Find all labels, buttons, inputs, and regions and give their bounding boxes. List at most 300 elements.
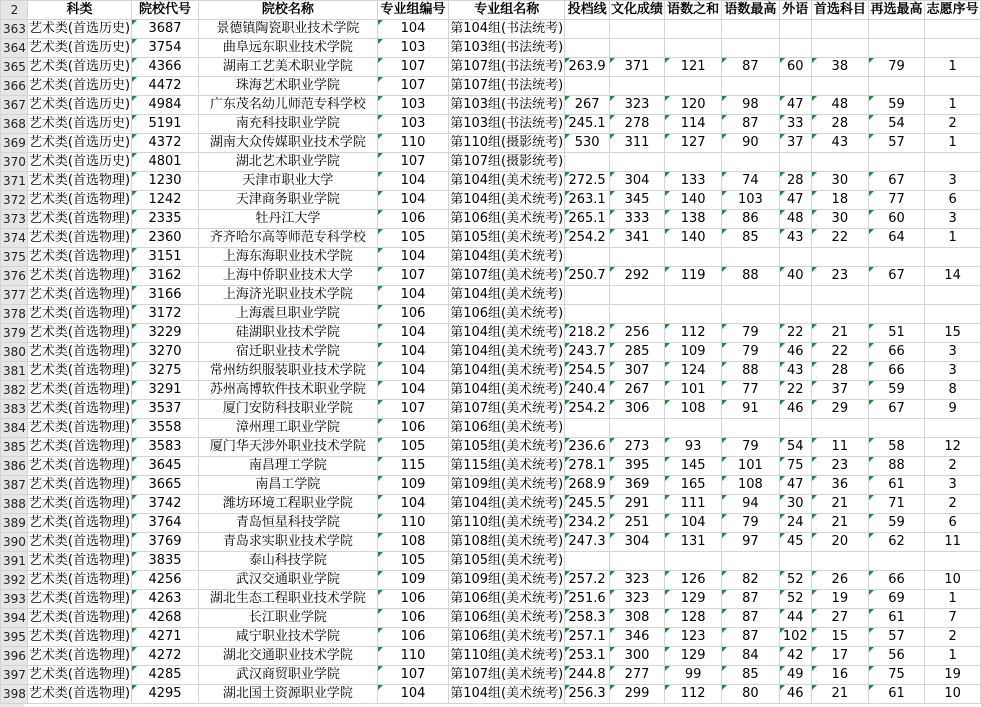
cell-culture-score[interactable]	[610, 77, 665, 96]
cell-school-name[interactable]: 牡丹江大学	[198, 210, 377, 229]
cell-school-name[interactable]: 湖北交通职业技术学院	[198, 647, 377, 666]
cell-school-code[interactable]: 3291	[132, 381, 199, 400]
cell-culture-score[interactable]: 346	[610, 628, 665, 647]
cell-group-number[interactable]: 105	[377, 552, 448, 571]
cell-foreign-language[interactable]: 44	[779, 609, 811, 628]
cell-admission-score[interactable]	[565, 20, 610, 39]
cell-chinese-math-max[interactable]: 84	[722, 647, 779, 666]
row-number[interactable]: 396	[1, 647, 28, 666]
row-number[interactable]: 371	[1, 172, 28, 191]
cell-first-subject[interactable]: 30	[811, 210, 868, 229]
cell-preference-rank[interactable]: 1	[925, 96, 981, 115]
cell-admission-score[interactable]	[565, 419, 610, 438]
cell-culture-score[interactable]: 285	[610, 343, 665, 362]
cell-foreign-language[interactable]: 47	[779, 476, 811, 495]
cell-group-name[interactable]: 第107组(书法统考)	[449, 77, 565, 96]
cell-chinese-math-max[interactable]: 94	[722, 495, 779, 514]
cell-group-name[interactable]: 第106组(美术统考)	[449, 609, 565, 628]
cell-foreign-language[interactable]: 75	[779, 457, 811, 476]
cell-first-subject[interactable]: 19	[811, 590, 868, 609]
cell-reselect-max[interactable]	[868, 419, 925, 438]
cell-chinese-math-sum[interactable]: 99	[665, 666, 722, 685]
cell-admission-score[interactable]: 245.1	[565, 115, 610, 134]
cell-chinese-math-sum[interactable]	[665, 419, 722, 438]
cell-school-code[interactable]: 4256	[132, 571, 199, 590]
cell-first-subject[interactable]	[811, 419, 868, 438]
cell-reselect-max[interactable]: 67	[868, 267, 925, 286]
cell-group-number[interactable]: 110	[377, 647, 448, 666]
cell-school-code[interactable]: 3769	[132, 533, 199, 552]
cell-preference-rank[interactable]: 10	[925, 685, 981, 704]
cell-reselect-max[interactable]: 66	[868, 343, 925, 362]
cell-first-subject[interactable]: 23	[811, 267, 868, 286]
cell-culture-score[interactable]	[610, 286, 665, 305]
row-number[interactable]: 378	[1, 305, 28, 324]
cell-school-code[interactable]: 3151	[132, 248, 199, 267]
cell-preference-rank[interactable]: 3	[925, 362, 981, 381]
cell-chinese-math-sum[interactable]: 93	[665, 438, 722, 457]
cell-school-name[interactable]: 珠海艺术职业学院	[198, 77, 377, 96]
cell-chinese-math-sum[interactable]: 121	[665, 58, 722, 77]
cell-school-name[interactable]: 咸宁职业技术学院	[198, 628, 377, 647]
cell-preference-rank[interactable]: 1	[925, 590, 981, 609]
cell-group-number[interactable]: 104	[377, 381, 448, 400]
cell-school-code[interactable]: 3742	[132, 495, 199, 514]
cell-culture-score[interactable]: 307	[610, 362, 665, 381]
cell-first-subject[interactable]: 21	[811, 324, 868, 343]
cell-reselect-max[interactable]	[868, 39, 925, 58]
cell-reselect-max[interactable]	[868, 248, 925, 267]
cell-reselect-max[interactable]	[868, 153, 925, 172]
cell-school-name[interactable]: 厦门安防科技职业学院	[198, 400, 377, 419]
cell-chinese-math-max[interactable]: 91	[722, 400, 779, 419]
cell-subject-category[interactable]: 艺术类(首选物理)	[27, 400, 131, 419]
cell-foreign-language[interactable]: 60	[779, 58, 811, 77]
cell-chinese-math-sum[interactable]: 145	[665, 457, 722, 476]
cell-subject-category[interactable]: 艺术类(首选历史)	[27, 20, 131, 39]
cell-group-name[interactable]: 第103组(书法统考)	[449, 115, 565, 134]
row-number[interactable]: 387	[1, 476, 28, 495]
cell-chinese-math-max[interactable]	[722, 153, 779, 172]
cell-preference-rank[interactable]: 6	[925, 514, 981, 533]
cell-foreign-language[interactable]: 45	[779, 533, 811, 552]
cell-school-code[interactable]: 3270	[132, 343, 199, 362]
cell-foreign-language[interactable]: 47	[779, 191, 811, 210]
cell-first-subject[interactable]	[811, 305, 868, 324]
cell-subject-category[interactable]: 艺术类(首选物理)	[27, 191, 131, 210]
cell-school-name[interactable]: 武汉商贸职业学院	[198, 666, 377, 685]
cell-group-number[interactable]: 106	[377, 419, 448, 438]
cell-group-number[interactable]: 104	[377, 324, 448, 343]
cell-admission-score[interactable]	[565, 552, 610, 571]
cell-group-number[interactable]: 103	[377, 115, 448, 134]
cell-school-code[interactable]: 4272	[132, 647, 199, 666]
cell-subject-category[interactable]: 艺术类(首选物理)	[27, 628, 131, 647]
cell-chinese-math-sum[interactable]: 111	[665, 495, 722, 514]
cell-chinese-math-sum[interactable]: 165	[665, 476, 722, 495]
cell-foreign-language[interactable]	[779, 39, 811, 58]
cell-preference-rank[interactable]: 3	[925, 210, 981, 229]
cell-preference-rank[interactable]	[925, 20, 981, 39]
row-number[interactable]: 383	[1, 400, 28, 419]
cell-school-code[interactable]: 3229	[132, 324, 199, 343]
row-number[interactable]: 385	[1, 438, 28, 457]
cell-reselect-max[interactable]	[868, 286, 925, 305]
cell-school-name[interactable]: 湖南大众传媒职业技术学院	[198, 134, 377, 153]
cell-chinese-math-max[interactable]: 86	[722, 210, 779, 229]
cell-school-name[interactable]: 武汉交通职业学院	[198, 571, 377, 590]
cell-chinese-math-max[interactable]: 97	[722, 533, 779, 552]
cell-school-code[interactable]: 4295	[132, 685, 199, 704]
cell-chinese-math-max[interactable]: 87	[722, 115, 779, 134]
cell-group-name[interactable]: 第106组(美术统考)	[449, 628, 565, 647]
cell-chinese-math-sum[interactable]: 112	[665, 324, 722, 343]
cell-first-subject[interactable]	[811, 153, 868, 172]
cell-school-code[interactable]: 4801	[132, 153, 199, 172]
cell-first-subject[interactable]: 43	[811, 134, 868, 153]
cell-preference-rank[interactable]	[925, 419, 981, 438]
cell-subject-category[interactable]: 艺术类(首选历史)	[27, 115, 131, 134]
cell-admission-score[interactable]: 256.3	[565, 685, 610, 704]
cell-foreign-language[interactable]	[779, 552, 811, 571]
cell-culture-score[interactable]: 323	[610, 96, 665, 115]
cell-foreign-language[interactable]: 102	[779, 628, 811, 647]
cell-subject-category[interactable]: 艺术类(首选物理)	[27, 609, 131, 628]
cell-group-name[interactable]: 第104组(美术统考)	[449, 191, 565, 210]
row-number[interactable]: 394	[1, 609, 28, 628]
cell-chinese-math-sum[interactable]	[665, 20, 722, 39]
cell-first-subject[interactable]	[811, 286, 868, 305]
cell-chinese-math-max[interactable]: 108	[722, 476, 779, 495]
cell-first-subject[interactable]: 21	[811, 685, 868, 704]
cell-reselect-max[interactable]: 61	[868, 476, 925, 495]
cell-reselect-max[interactable]: 66	[868, 571, 925, 590]
cell-preference-rank[interactable]: 9	[925, 400, 981, 419]
cell-foreign-language[interactable]: 49	[779, 666, 811, 685]
cell-first-subject[interactable]: 27	[811, 609, 868, 628]
cell-first-subject[interactable]: 18	[811, 191, 868, 210]
header-subject-category[interactable]: 科类	[27, 1, 131, 20]
cell-school-code[interactable]: 4271	[132, 628, 199, 647]
cell-chinese-math-max[interactable]: 87	[722, 609, 779, 628]
cell-first-subject[interactable]: 37	[811, 381, 868, 400]
cell-group-number[interactable]: 110	[377, 134, 448, 153]
cell-preference-rank[interactable]: 1	[925, 647, 981, 666]
cell-admission-score[interactable]: 263.9	[565, 58, 610, 77]
cell-admission-score[interactable]: 265.1	[565, 210, 610, 229]
cell-subject-category[interactable]: 艺术类(首选历史)	[27, 58, 131, 77]
cell-first-subject[interactable]: 11	[811, 438, 868, 457]
cell-group-name[interactable]: 第107组(美术统考)	[449, 400, 565, 419]
cell-reselect-max[interactable]: 58	[868, 438, 925, 457]
cell-first-subject[interactable]: 29	[811, 400, 868, 419]
cell-preference-rank[interactable]: 6	[925, 191, 981, 210]
cell-chinese-math-sum[interactable]: 128	[665, 609, 722, 628]
cell-chinese-math-max[interactable]: 77	[722, 381, 779, 400]
cell-first-subject[interactable]: 30	[811, 172, 868, 191]
cell-school-name[interactable]: 湖北艺术职业学院	[198, 153, 377, 172]
cell-reselect-max[interactable]: 71	[868, 495, 925, 514]
cell-first-subject[interactable]: 20	[811, 533, 868, 552]
cell-subject-category[interactable]: 艺术类(首选物理)	[27, 362, 131, 381]
cell-preference-rank[interactable]	[925, 153, 981, 172]
cell-chinese-math-max[interactable]	[722, 419, 779, 438]
cell-culture-score[interactable]: 304	[610, 533, 665, 552]
cell-group-number[interactable]: 107	[377, 267, 448, 286]
cell-culture-score[interactable]	[610, 153, 665, 172]
cell-reselect-max[interactable]	[868, 552, 925, 571]
cell-group-number[interactable]: 106	[377, 305, 448, 324]
cell-group-name[interactable]: 第104组(美术统考)	[449, 286, 565, 305]
cell-foreign-language[interactable]: 52	[779, 571, 811, 590]
cell-group-name[interactable]: 第103组(书法统考)	[449, 96, 565, 115]
cell-group-number[interactable]: 108	[377, 533, 448, 552]
cell-chinese-math-max[interactable]: 88	[722, 267, 779, 286]
row-number[interactable]: 367	[1, 96, 28, 115]
header-reselect-max[interactable]: 再选最高	[868, 1, 925, 20]
cell-chinese-math-sum[interactable]: 129	[665, 647, 722, 666]
cell-first-subject[interactable]: 26	[811, 571, 868, 590]
cell-chinese-math-sum[interactable]: 131	[665, 533, 722, 552]
row-number[interactable]: 375	[1, 248, 28, 267]
cell-subject-category[interactable]: 艺术类(首选物理)	[27, 685, 131, 704]
row-number[interactable]: 388	[1, 495, 28, 514]
cell-subject-category[interactable]: 艺术类(首选历史)	[27, 77, 131, 96]
cell-admission-score[interactable]: 254.5	[565, 362, 610, 381]
cell-group-number[interactable]: 104	[377, 685, 448, 704]
cell-group-number[interactable]: 109	[377, 571, 448, 590]
cell-first-subject[interactable]	[811, 20, 868, 39]
cell-school-code[interactable]: 1230	[132, 172, 199, 191]
row-number[interactable]: 382	[1, 381, 28, 400]
cell-chinese-math-max[interactable]	[722, 20, 779, 39]
cell-preference-rank[interactable]	[925, 305, 981, 324]
cell-reselect-max[interactable]: 62	[868, 533, 925, 552]
cell-culture-score[interactable]: 291	[610, 495, 665, 514]
cell-subject-category[interactable]: 艺术类(首选物理)	[27, 305, 131, 324]
cell-school-name[interactable]: 潍坊环境工程职业学院	[198, 495, 377, 514]
cell-first-subject[interactable]: 36	[811, 476, 868, 495]
cell-subject-category[interactable]: 艺术类(首选物理)	[27, 324, 131, 343]
cell-subject-category[interactable]: 艺术类(首选历史)	[27, 134, 131, 153]
cell-admission-score[interactable]: 234.2	[565, 514, 610, 533]
cell-chinese-math-max[interactable]: 98	[722, 96, 779, 115]
cell-school-code[interactable]: 3558	[132, 419, 199, 438]
header-first-subject[interactable]: 首选科目	[811, 1, 868, 20]
cell-chinese-math-sum[interactable]	[665, 153, 722, 172]
cell-group-number[interactable]: 105	[377, 438, 448, 457]
cell-foreign-language[interactable]	[779, 305, 811, 324]
cell-reselect-max[interactable]: 61	[868, 609, 925, 628]
cell-group-number[interactable]: 107	[377, 77, 448, 96]
cell-preference-rank[interactable]: 3	[925, 172, 981, 191]
cell-group-name[interactable]: 第108组(美术统考)	[449, 533, 565, 552]
cell-school-code[interactable]: 3275	[132, 362, 199, 381]
cell-chinese-math-max[interactable]: 87	[722, 58, 779, 77]
cell-school-code[interactable]: 4285	[132, 666, 199, 685]
cell-group-name[interactable]: 第106组(美术统考)	[449, 210, 565, 229]
cell-group-name[interactable]: 第104组(美术统考)	[449, 248, 565, 267]
cell-foreign-language[interactable]: 48	[779, 210, 811, 229]
cell-admission-score[interactable]: 268.9	[565, 476, 610, 495]
cell-admission-score[interactable]	[565, 305, 610, 324]
cell-foreign-language[interactable]	[779, 248, 811, 267]
cell-subject-category[interactable]: 艺术类(首选物理)	[27, 552, 131, 571]
cell-group-number[interactable]: 106	[377, 628, 448, 647]
cell-group-name[interactable]: 第106组(美术统考)	[449, 419, 565, 438]
cell-subject-category[interactable]: 艺术类(首选物理)	[27, 381, 131, 400]
cell-reselect-max[interactable]: 59	[868, 96, 925, 115]
cell-preference-rank[interactable]	[925, 77, 981, 96]
cell-culture-score[interactable]: 299	[610, 685, 665, 704]
cell-school-name[interactable]: 景德镇陶瓷职业技术学院	[198, 20, 377, 39]
cell-admission-score[interactable]	[565, 248, 610, 267]
cell-chinese-math-sum[interactable]: 109	[665, 343, 722, 362]
cell-group-name[interactable]: 第107组(摄影统考)	[449, 153, 565, 172]
cell-reselect-max[interactable]: 77	[868, 191, 925, 210]
cell-chinese-math-sum[interactable]	[665, 305, 722, 324]
cell-subject-category[interactable]: 艺术类(首选物理)	[27, 267, 131, 286]
cell-culture-score[interactable]: 306	[610, 400, 665, 419]
cell-preference-rank[interactable]: 2	[925, 628, 981, 647]
row-number[interactable]: 380	[1, 343, 28, 362]
cell-school-name[interactable]: 宿迁职业技术学院	[198, 343, 377, 362]
row-number[interactable]: 372	[1, 191, 28, 210]
header-preference-rank[interactable]: 志愿序号	[925, 1, 981, 20]
cell-group-number[interactable]: 107	[377, 153, 448, 172]
header-foreign-language[interactable]: 外语	[779, 1, 811, 20]
cell-group-name[interactable]: 第107组(书法统考)	[449, 58, 565, 77]
cell-group-number[interactable]: 110	[377, 514, 448, 533]
cell-culture-score[interactable]	[610, 248, 665, 267]
cell-subject-category[interactable]: 艺术类(首选物理)	[27, 514, 131, 533]
cell-admission-score[interactable]: 253.1	[565, 647, 610, 666]
cell-culture-score[interactable]	[610, 39, 665, 58]
cell-foreign-language[interactable]: 22	[779, 381, 811, 400]
cell-culture-score[interactable]: 333	[610, 210, 665, 229]
cell-admission-score[interactable]: 240.4	[565, 381, 610, 400]
cell-school-code[interactable]: 4472	[132, 77, 199, 96]
cell-first-subject[interactable]: 15	[811, 628, 868, 647]
cell-admission-score[interactable]: 244.8	[565, 666, 610, 685]
cell-chinese-math-max[interactable]: 79	[722, 438, 779, 457]
cell-culture-score[interactable]: 304	[610, 172, 665, 191]
cell-chinese-math-sum[interactable]	[665, 552, 722, 571]
cell-chinese-math-sum[interactable]: 138	[665, 210, 722, 229]
cell-group-number[interactable]: 104	[377, 172, 448, 191]
cell-culture-score[interactable]	[610, 305, 665, 324]
cell-reselect-max[interactable]: 75	[868, 666, 925, 685]
header-culture-score[interactable]: 文化成绩	[610, 1, 665, 20]
cell-subject-category[interactable]: 艺术类(首选物理)	[27, 419, 131, 438]
row-number[interactable]: 391	[1, 552, 28, 571]
cell-preference-rank[interactable]	[925, 248, 981, 267]
cell-school-code[interactable]: 2360	[132, 229, 199, 248]
cell-group-name[interactable]: 第104组(美术统考)	[449, 324, 565, 343]
cell-subject-category[interactable]: 艺术类(首选物理)	[27, 666, 131, 685]
cell-admission-score[interactable]: 218.2	[565, 324, 610, 343]
cell-first-subject[interactable]: 23	[811, 457, 868, 476]
row-number[interactable]: 393	[1, 590, 28, 609]
cell-group-number[interactable]: 104	[377, 362, 448, 381]
cell-school-name[interactable]: 天津市职业大学	[198, 172, 377, 191]
cell-school-code[interactable]: 3166	[132, 286, 199, 305]
cell-chinese-math-max[interactable]: 74	[722, 172, 779, 191]
cell-preference-rank[interactable]: 15	[925, 324, 981, 343]
cell-preference-rank[interactable]: 19	[925, 666, 981, 685]
cell-school-code[interactable]: 3665	[132, 476, 199, 495]
cell-admission-score[interactable]: 247.3	[565, 533, 610, 552]
cell-first-subject[interactable]: 21	[811, 514, 868, 533]
cell-first-subject[interactable]: 28	[811, 362, 868, 381]
cell-subject-category[interactable]: 艺术类(首选物理)	[27, 495, 131, 514]
cell-group-number[interactable]: 104	[377, 495, 448, 514]
cell-admission-score[interactable]: 243.7	[565, 343, 610, 362]
cell-first-subject[interactable]: 22	[811, 343, 868, 362]
cell-first-subject[interactable]	[811, 39, 868, 58]
cell-school-code[interactable]: 3583	[132, 438, 199, 457]
cell-group-name[interactable]: 第110组(摄影统考)	[449, 134, 565, 153]
cell-chinese-math-sum[interactable]	[665, 248, 722, 267]
cell-school-name[interactable]: 广东茂名幼儿师范专科学校	[198, 96, 377, 115]
cell-preference-rank[interactable]: 3	[925, 343, 981, 362]
cell-school-name[interactable]: 湖北国土资源职业学院	[198, 685, 377, 704]
cell-culture-score[interactable]: 267	[610, 381, 665, 400]
cell-culture-score[interactable]: 323	[610, 590, 665, 609]
cell-chinese-math-sum[interactable]: 124	[665, 362, 722, 381]
cell-chinese-math-sum[interactable]: 140	[665, 229, 722, 248]
cell-preference-rank[interactable]: 14	[925, 267, 981, 286]
cell-school-name[interactable]: 湖南工艺美术职业学院	[198, 58, 377, 77]
cell-school-name[interactable]: 南充科技职业学院	[198, 115, 377, 134]
cell-first-subject[interactable]: 38	[811, 58, 868, 77]
cell-group-number[interactable]: 104	[377, 286, 448, 305]
row-number[interactable]: 2	[1, 1, 28, 20]
cell-foreign-language[interactable]: 46	[779, 343, 811, 362]
cell-group-name[interactable]: 第105组(美术统考)	[449, 229, 565, 248]
cell-group-number[interactable]: 107	[377, 666, 448, 685]
cell-reselect-max[interactable]: 88	[868, 457, 925, 476]
cell-admission-score[interactable]: 251.6	[565, 590, 610, 609]
cell-reselect-max[interactable]: 67	[868, 400, 925, 419]
cell-chinese-math-max[interactable]: 79	[722, 343, 779, 362]
cell-subject-category[interactable]: 艺术类(首选物理)	[27, 438, 131, 457]
cell-culture-score[interactable]: 292	[610, 267, 665, 286]
cell-school-code[interactable]: 3764	[132, 514, 199, 533]
cell-chinese-math-max[interactable]: 79	[722, 514, 779, 533]
cell-foreign-language[interactable]: 43	[779, 229, 811, 248]
cell-school-name[interactable]: 长江职业学院	[198, 609, 377, 628]
cell-preference-rank[interactable]: 3	[925, 476, 981, 495]
cell-school-name[interactable]: 上海中侨职业技术大学	[198, 267, 377, 286]
cell-chinese-math-sum[interactable]: 101	[665, 381, 722, 400]
cell-subject-category[interactable]: 艺术类(首选历史)	[27, 96, 131, 115]
row-number[interactable]: 376	[1, 267, 28, 286]
cell-culture-score[interactable]: 256	[610, 324, 665, 343]
cell-culture-score[interactable]: 369	[610, 476, 665, 495]
cell-admission-score[interactable]: 263.1	[565, 191, 610, 210]
cell-subject-category[interactable]: 艺术类(首选历史)	[27, 153, 131, 172]
row-number[interactable]: 368	[1, 115, 28, 134]
header-school-code[interactable]: 院校代号	[132, 1, 199, 20]
cell-chinese-math-sum[interactable]: 140	[665, 191, 722, 210]
cell-group-name[interactable]: 第104组(美术统考)	[449, 172, 565, 191]
cell-preference-rank[interactable]: 1	[925, 229, 981, 248]
cell-chinese-math-sum[interactable]	[665, 77, 722, 96]
cell-preference-rank[interactable]: 2	[925, 457, 981, 476]
cell-school-name[interactable]: 曲阜远东职业技术学院	[198, 39, 377, 58]
cell-chinese-math-max[interactable]: 79	[722, 324, 779, 343]
